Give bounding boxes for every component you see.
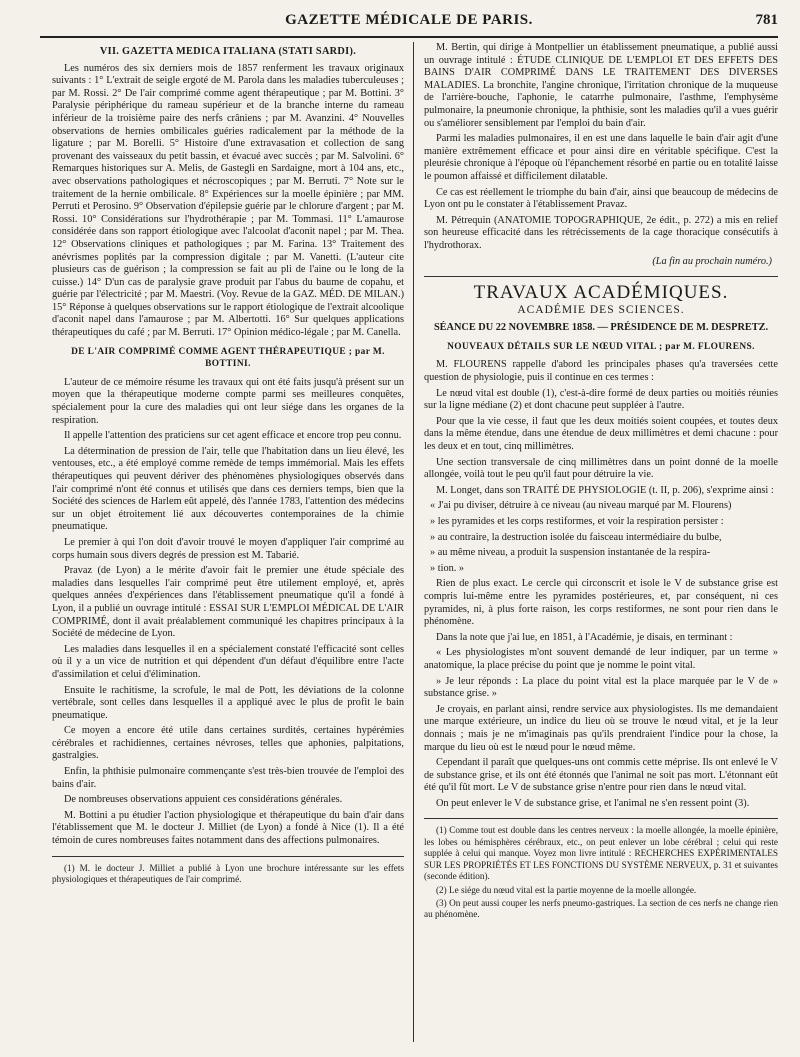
paragraph: M. FLOURENS rappelle d'abord les principales phases qu'a traversées cette question de physiologie, puis il continue en ces termes : <box>424 359 778 384</box>
article-subheading: NOUVEAUX DÉTAILS SUR LE NŒUD VITAL ; par M. FLOURENS. <box>447 341 755 352</box>
paragraph: Parmi les maladies pulmonaires, il en est une dans laquelle le bain d'air agit d'une manière extrêmement efficace et pour ainsi dire en véritable spécifique. C'est la pleurésie chronique à l'époque où l'épanchement résorbé en partie ou en totalité laisse le poumon affaissé et difficilement dilatable. <box>424 133 778 182</box>
column-divider <box>413 42 414 1042</box>
paragraph: M. Bertin, qui dirige à Montpellier un établissement pneumatique, a publié aussi un ouvrage intitulé : ÉTUDE CLINIQUE DE L'EMPLOI ET DES EFFETS DES BAINS D'AIR COMPRIMÉ DANS LE TRAITEMENT DES DIVERSES MALADIES. La bronchite, l'angine chronique, l'irritation chronique de la muqueuse de l'arrière-bouche, l'aphonie, le catarrhe pulmonaire, l'asthme, l'emphysème pulmonaire, la pneumonie chronique, la phthisie, sont les maladies qu'il a vues guérir ou s'améliorer sensiblement par l'emploi du bain d'air. <box>424 42 778 129</box>
paragraph: » Je leur réponds : La place du point vital est la place marquée par le V de » substance grise. » <box>424 675 778 700</box>
header-rule <box>40 36 778 38</box>
paragraph: On peut enlever le V de substance grise, et l'animal ne s'en ressent point (3). <box>436 797 750 809</box>
paragraph: Le premier à qui l'on doit d'avoir trouvé le moyen d'appliquer l'air comprimé au corps humain sous divers degrés de pression est M. Tabarié. <box>52 536 404 561</box>
quote-line: » au contraire, la destruction isolée du faisceau intermédiaire du bulbe, <box>430 531 722 543</box>
paragraph: Je croyais, en parlant ainsi, rendre service aux physiologistes. Ils me demandaient une marque extérieure, un indice du lieu où se trouve le nœud vital, et je la leur donnais ; mais je ne m'imaginais pas qu'ils prendraient l'indice pour la chose, la marque du lieu où est le nœud pour le nœud même. <box>424 703 778 753</box>
academy-heading: ACADÉMIE DES SCIENCES. <box>517 303 685 316</box>
page-number: 781 <box>755 12 778 28</box>
section-title: VII. GAZETTA MEDICA ITALIANA (STATI SARDI). <box>99 46 357 57</box>
footnote-separator <box>52 856 404 857</box>
paragraph: Le nœud vital est double (1), c'est-à-dire formé de deux parties ou moitiés réunies sur la ligne médiane (2) et dont chacune peut suppléer à l'autre. <box>424 387 778 412</box>
paragraph: Rien de plus exact. Le cercle qui circonscrit et isole le V de substance grise est compris lui-même entre les pyramides postérieures, et, par conséquent, ni ces pyramides, ni, à plus forte raison, les corps restiformes, ne sont pour rien dans le phénomène. <box>424 578 778 628</box>
continuation-note: (La fin au prochain numéro.) <box>652 255 772 267</box>
quote-line: » les pyramides et les corps restiformes, et voir la respiration persister : <box>430 516 724 527</box>
page-header <box>40 12 778 34</box>
paragraph: M. Pétrequin (ANATOMIE TOPOGRAPHIQUE, 2e édit., p. 272) a mis en relief son heureuse efficacité dans les rétrécissements de la cage thoracique consécutifs à l'hydrothorax. <box>424 214 778 251</box>
quote-line: » tion. » <box>430 562 465 574</box>
paragraph: Cependant il paraît que quelques-uns ont commis cette méprise. Ils ont enlevé le V de substance grise, et ils ont été étonnés que l'animal ne soit pas mort. L'étonnant eût été qu'il fût mort. Le V de substance grise n'entre pour rien dans le nœud vital. <box>424 757 778 794</box>
footnote-separator <box>424 818 778 819</box>
right-column <box>424 42 778 923</box>
paragraph: « Les physiologistes m'ont souvent demandé de leur indiquer, par un terme » anatomique, la place précise du point que je nomme le point vital. <box>424 647 778 671</box>
paragraph: Pour que la vie cesse, il faut que les deux moitiés soient coupées, et toutes deux dans la même étendue, dans une étendue de deux millimètres et demi chacune : pour les deux et en tout, cinq millimètres. <box>424 415 778 453</box>
paragraph: Dans la note que j'ai lue, en 1851, à l'Académie, je disais, en terminant : <box>436 631 733 643</box>
paragraph: Enfin, la phthisie pulmonaire commençante s'est très-bien trouvée de l'emploi des bains d'air. <box>52 766 404 790</box>
paragraph: L'auteur de ce mémoire résume les travaux qui ont été faits jusqu'à présent sur un moyen que la thérapeutique moderne compte parmi ses meilleures conquêtes, spécialement pour la cure des maladies qui ont leur siége dans les organes de la respiration. <box>52 376 404 426</box>
quote-line: « J'ai pu diviser, détruire à ce niveau (au niveau marqué par M. Flourens) <box>430 500 732 512</box>
paragraph: Ensuite le rachitisme, la scrofule, le mal de Pott, les déviations de la colonne vertébrale, sont celles dans lesquelles il a appliqué avec le plus de profit le bain pneumatique. <box>52 684 404 721</box>
subsection-title: DE L'AIR COMPRIMÉ COMME AGENT THÉRAPEUTIQUE ; par M. BOTTINI. <box>71 346 385 370</box>
footnote: (1) M. le docteur J. Milliet a publié à Lyon une brochure intéressante sur les effets physiologiques et thérapeutiques de l'air comprimé. <box>52 862 404 885</box>
section-separator <box>424 276 778 277</box>
footnote: (3) On peut aussi couper les nerfs pneumo-gastriques. La section de ces nerfs ne change rien au phénomène. <box>424 897 778 920</box>
paragraph: De nombreuses observations appuient ces considérations générales. <box>64 794 343 806</box>
paragraph: Une section transversale de cinq millimètres dans un point donné de la moelle allongée, voilà tout le peu qu'il faut pour détruire la vie. <box>424 456 778 481</box>
footnote: (1) Comme tout est double dans les centres nerveux : la moelle allongée, la moelle épinière, les lobes ou hémisphères cérébraux, etc., on peut enlever un lobe cérébral ; celui qui reste supplée à celui qui manque. Voyez mon livre intitulé : RECHERCHES EXPÉRIMENTALES SUR LES PROPRIÉTÉS ET LES FONCTIONS DU SYSTÈME NERVEUX, p. 31 et suivantes (seconde édition). <box>424 825 778 882</box>
footnote: (2) Le siége du nœud vital est la partie moyenne de la moelle allongée. <box>436 884 697 895</box>
paragraph: Il appelle l'attention des praticiens sur cet agent efficace et encore trop peu connu. <box>64 430 402 442</box>
session-heading: SÉANCE DU 22 NOVEMBRE 1858. — PRÉSIDENCE DE M. DESPRETZ. <box>433 322 769 334</box>
footnote-block <box>424 825 778 920</box>
paragraph: M. Bottini a pu étudier l'action physiologique et thérapeutique du bain d'air dans l'établissement que M. le docteur J. Milliet (de Lyon) a fondé à Nice (1). Il a été témoin de cures nombreuses faites notamment dans des affections pulmonaires. <box>52 809 404 847</box>
paragraph: Ce moyen a encore été utile dans certaines surdités, certaines hypérémies cérébrales et rachidiennes, certaines névroses, telles que aphonies, palpitations, gastralgies. <box>52 725 404 762</box>
paragraph: La détermination de pression de l'air, telle que l'habitation dans un lieu élevé, les ventouses, etc., a été employé comme remède de temps immémorial. Mais les effets thérapeutiques qui peuvent dériver des phénomènes physiologiques observés dans l'air comprimé n'ont été connus et utilisés que dans ces derniers temps, bien que la Société des sciences de Harlem eût appelé, dès l'année 1783, l'attention des médecins sur un objet étroitement lié aux découvertes contemporaines de la chimie pneumatique. <box>52 445 404 533</box>
quote-line: » au même niveau, a produit la suspension instantanée de la respira- <box>430 547 711 559</box>
paragraph: Les numéros des six derniers mois de 1857 renferment les travaux originaux suivants : 1° L'extrait de seigle ergoté de M. Parola dans les maladies tuberculeuses ; par M. Rossi. 2° De l'air comprimé comme agent thérapeutique ; par M. Bottini. 3° Paralysie périphérique du rameau supérieur et de la branche interne du rameau inférieur de la troisième paire des nerfs crâniens ; par M. Avanzini. 4° Nouvelles observations de hernies ombilicales guéries radicalement par la méthode de la ligature ; par M. Borelli. 5° Histoire d'une extravasation et collection de sang provenant des vaisseaux du petit bassin, et évacué avec succès ; par M. Salvolini. 6° Remarques historiques sur A. Melis, de Gastegli en Sardaigne, mort à 104 ans, etc., avec observations pathologiques et nécroscopiques ; par M. Berruti. 7° Note sur le traitement de la hernie ombilicale. 8° Expériences sur la moelle épinière ; par MM. Perruti et Perosino. 9° Observation d'épilepsie guérie par le chlorure d'argent ; par M. Rossi. 10° Considérations sur l'hydrothérapie ; par M. Tommasi. 11° L'amaurose considérée dans son rapport étiologique avec l'alcoolat d'aconit napel ; par M. Thea. 12° Observations cliniques et pathologiques ; par M. Farina. 13° Traitement des anévrismes poplités par la compression digitale ; par M. Vanetti. (L'auteur cite plusieurs cas de guérison ; la compression se fait au pli de l'aine ou le long de la cuisse.) 14° D'un cas de paralysie grave produit par l'abus du baume de copahu, et guérie par l'électricité ; par M. Maestri. (Voy. Revue de la GAZ. MÉD. DE MILAN.) 15° Réponse à quelques observations sur le rapport étiologique de l'extrait alcoolique d'aconit napel dans l'amaurose ; par M. Albertotti. 16° Sur quelques applications thérapeutiques du café ; par M. Berruti. 17° Opinion médico-légale ; par M. Canella. <box>52 62 404 339</box>
footnote-block <box>52 863 404 886</box>
section-heading: TRAVAUX ACADÉMIQUES. <box>473 282 729 304</box>
paragraph: Pravaz (de Lyon) a le mérite d'avoir fait le premier une étude spéciale des maladies dans lesquelles l'air comprimé peut être utilement employé, et, après quelques années d'expériences dans l'établissement pneumatique qu'il a fondé à Lyon, il a publié un ouvrage intitulé : ESSAI SUR L'EMPLOI MÉDICAL DE L'AIR COMPRIMÉ, dont il avait préalablement communiqué les chapitres principaux à la Société de médecine de Lyon. <box>52 565 404 640</box>
left-column <box>52 42 404 887</box>
paragraph: M. Longet, dans son TRAITÉ DE PHYSIOLOGIE (t. II, p. 206), s'exprime ainsi : <box>436 484 774 496</box>
paragraph: Ce cas est réellement le triomphe du bain d'air, ainsi que beaucoup de médecins de Lyon ont pu le constater à l'établissement Pravaz. <box>424 186 778 211</box>
journal-title: GAZETTE MÉDICALE DE PARIS. <box>285 12 533 28</box>
paragraph: Les maladies dans lesquelles il en a spécialement constaté l'efficacité sont celles où il y a un vice de nutrition et qui dépendent d'un défaut d'équilibre entre l'acte d'assimilation et celui d'élimination. <box>52 643 404 680</box>
